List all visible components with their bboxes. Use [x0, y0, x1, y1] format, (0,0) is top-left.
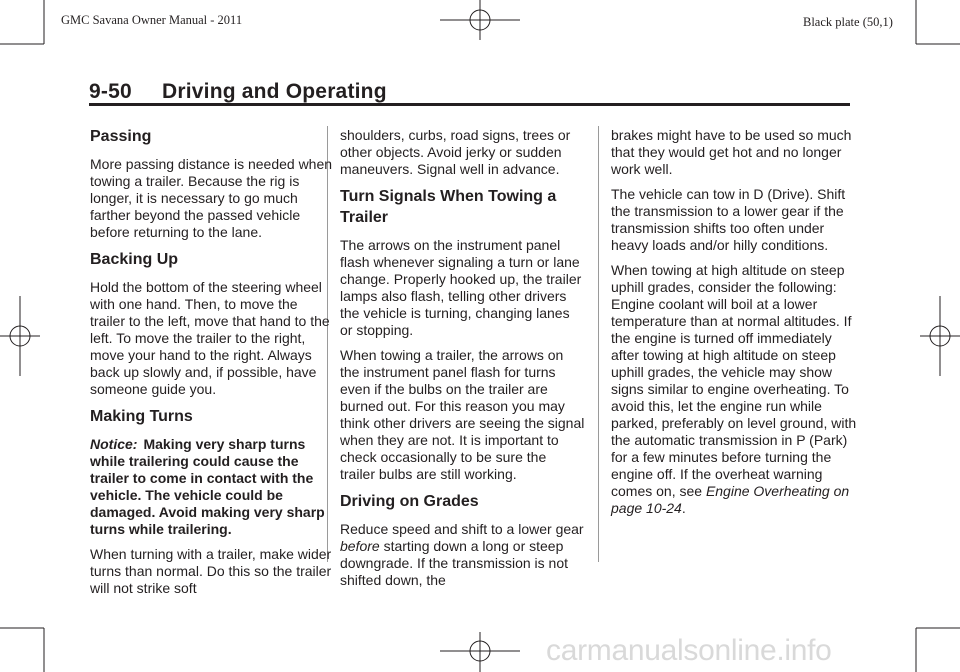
- section-title-making-turns: Making Turns: [90, 408, 193, 425]
- plate-info-header: Black plate (50,1): [803, 15, 893, 29]
- registration-mark-right: [920, 296, 960, 376]
- section-title-driving-on-grades: Driving on Grades: [340, 493, 479, 510]
- registration-mark-bottom: [440, 632, 520, 672]
- manual-title-header: GMC Savana Owner Manual - 2011: [61, 13, 243, 27]
- drive-gear-paragraph: The vehicle can tow in D (Drive). Shift the transmission to a lower gear if the transmission shifts too often under heavy loads and/or hilly conditions.: [611, 186, 846, 253]
- turn-signals-paragraph-1: The arrows on the instrument panel flash whenever signaling a turn or lane change. Properly hooked up, the trailer lamps also flash, telling other drivers the vehicle is turning, changing lanes or stopping.: [340, 237, 582, 338]
- grades-paragraph: [340, 521, 585, 589]
- notice-block: [90, 436, 335, 538]
- watermark: carmanualsonline.info: [546, 634, 832, 667]
- registration-mark-top: [440, 0, 520, 40]
- registration-mark-left: [0, 296, 40, 376]
- grades-text-emphasis: before: [340, 538, 380, 554]
- column-divider-2: [598, 126, 599, 562]
- grades-text-b: starting down a long or steep downgrade. If the transmission is not shifted down, the: [340, 538, 569, 588]
- turn-signals-paragraph-2: When towing a trailer, the arrows on the instrument panel flash for turns even if the bulbs on the trailer are burned out. For this reason you may think other drivers are seeing the signal when they are not. It is important to check occasionally to be sure the trailer bulbs are still working.: [340, 347, 585, 482]
- heading-rule: [89, 103, 850, 106]
- high-altitude-text: When towing at high altitude on steep uphill grades, consider the following: Engine coolant will boil at a lower temperature than at normal altitudes. If the engine is turned off immediately after towing at high altitude on steep uphill grades, the vehicle may show signs similar to engine overheating. To avoid this, let the engine run while parked, preferably on level ground, with the automatic transmission in P (Park) for a few minutes before turning the engine off. If the overheat warning comes on, see: [611, 262, 857, 499]
- section-title-turn-signals: Turn Signals When Towing a Trailer: [340, 188, 557, 226]
- column-1: [90, 124, 335, 605]
- column-3: [611, 127, 859, 525]
- section-title-passing: Passing: [90, 128, 152, 145]
- continued-paragraph: shoulders, curbs, road signs, trees or other objects. Avoid jerky or sudden maneuvers. Signal well in advance.: [340, 127, 571, 177]
- engine-overheating-link[interactable]: Engine Overheating on page 10-24: [611, 483, 850, 516]
- column-2: [340, 127, 585, 597]
- backing-up-paragraph: Hold the bottom of the steering wheel with one hand. Then, to move the trailer to the left, move that hand to the left. To move the trailer to the right, move your hand to the right. Always back up slowly and, if possible, have someone guide you.: [90, 279, 330, 397]
- passing-paragraph: More passing distance is needed when towing a trailer. Because the rig is longer, it is necessary to go much farther beyond the passed vehicle before returning to the lane.: [90, 156, 333, 240]
- notice-text: Making very sharp turns while trailering could cause the trailer to come in contact with the vehicle. The vehicle could be damaged. Avoid making very sharp turns while trailering.: [90, 436, 325, 537]
- section-title-backing-up: Backing Up: [90, 251, 179, 268]
- high-altitude-end: .: [681, 500, 686, 516]
- page-heading: 9-50 Driving and Operating: [89, 80, 387, 103]
- high-altitude-paragraph: [611, 262, 859, 517]
- notice-label: Notice:: [90, 436, 138, 452]
- grades-text-a: Reduce speed and shift to a lower gear: [340, 521, 584, 537]
- brakes-paragraph: brakes might have to be used so much that they would get hot and no longer work well.: [611, 127, 852, 177]
- making-turns-paragraph: When turning with a trailer, make wider turns than normal. Do this so the trailer will not strike soft: [90, 546, 332, 596]
